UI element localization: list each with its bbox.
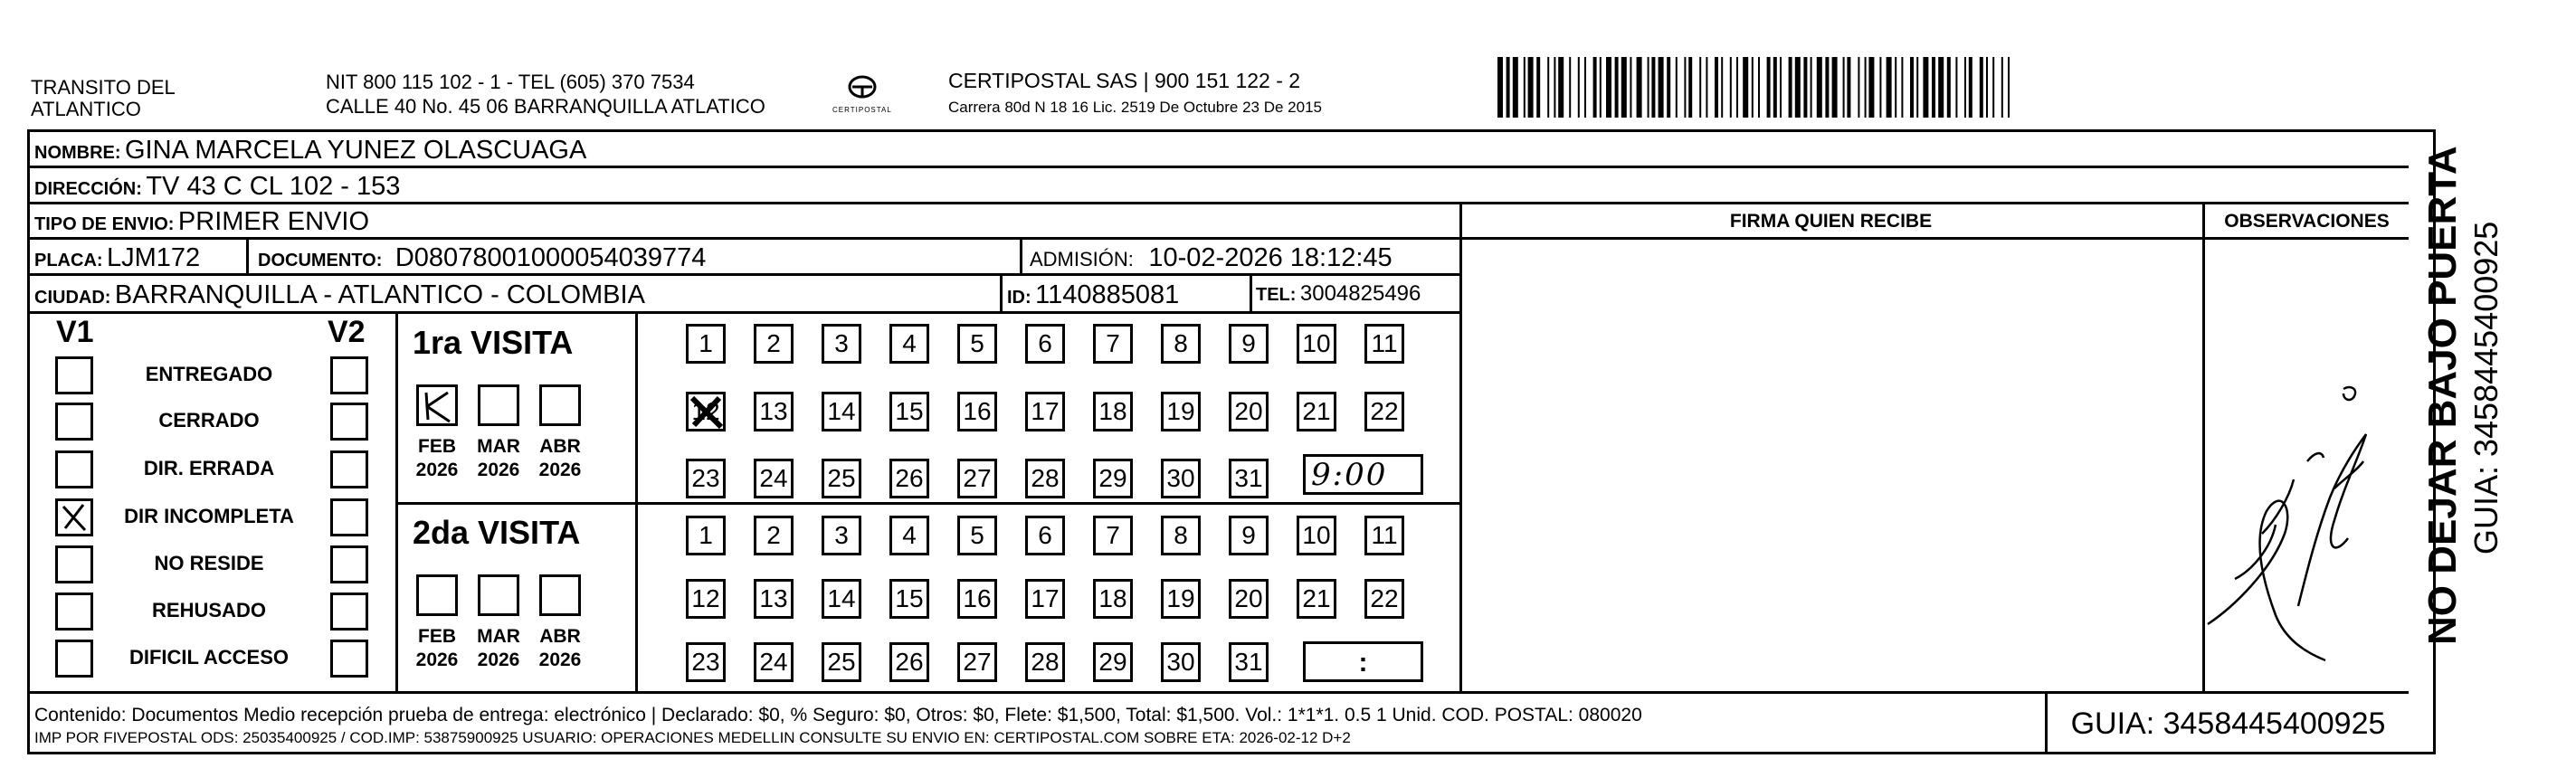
day-number: 2 xyxy=(766,329,781,357)
day-box[interactable] xyxy=(889,324,929,364)
divider xyxy=(1000,273,1003,311)
day-box[interactable] xyxy=(1229,392,1269,431)
divider xyxy=(246,237,249,273)
day-box[interactable] xyxy=(822,459,861,498)
divider xyxy=(27,691,2409,694)
year-label: 2026 xyxy=(477,460,520,480)
license-line: Carrera 80d N 18 16 Lic. 2519 De Octubre 23 De 2015 xyxy=(948,99,1322,116)
day-box[interactable] xyxy=(1161,642,1201,682)
day-number: 29 xyxy=(1098,464,1127,492)
year-label: 2026 xyxy=(415,460,459,480)
state-label: CERRADO xyxy=(158,409,260,431)
first-visit-title: 1ra VISITA xyxy=(413,324,574,361)
documento-label: DOCUMENTO: xyxy=(258,251,383,270)
direccion-value: TV 43 C CL 102 - 153 xyxy=(146,172,401,201)
divider xyxy=(635,311,638,691)
year-label: 2026 xyxy=(477,649,520,670)
day-number: 21 xyxy=(1302,397,1331,425)
month-checkbox[interactable] xyxy=(539,384,581,426)
divider xyxy=(395,311,398,691)
day-box[interactable] xyxy=(686,324,726,364)
month-label: FEB xyxy=(418,626,456,647)
day-box[interactable] xyxy=(957,642,997,682)
divider xyxy=(27,202,2409,204)
divider xyxy=(27,237,2409,240)
day-box[interactable] xyxy=(889,579,929,619)
day-number: 23 xyxy=(691,464,720,492)
logo-text: CERTIPOSTAL xyxy=(832,106,892,114)
day-number: 12 xyxy=(691,584,720,612)
v2-checkbox[interactable] xyxy=(330,356,368,394)
day-box[interactable] xyxy=(1229,579,1269,619)
day-number: 17 xyxy=(1031,584,1060,612)
year-label: 2026 xyxy=(415,649,459,670)
day-number: 8 xyxy=(1174,329,1188,357)
day-number: 22 xyxy=(1370,397,1399,425)
day-box[interactable] xyxy=(754,642,794,682)
day-box[interactable] xyxy=(1229,324,1269,364)
day-box[interactable] xyxy=(1093,324,1133,364)
address-line: CALLE 40 No. 45 06 BARRANQUILLA ATLATICO xyxy=(326,95,765,118)
day-number: 1 xyxy=(699,521,713,549)
day-number: 19 xyxy=(1166,584,1195,612)
v1-checkbox[interactable] xyxy=(55,498,93,536)
day-box[interactable] xyxy=(1025,324,1065,364)
v2-checkbox[interactable] xyxy=(330,450,368,488)
month-label: MAR xyxy=(477,626,520,647)
transit-name-line2: ATLANTICO xyxy=(31,98,141,120)
observaciones-header: OBSERVACIONES xyxy=(2224,211,2390,232)
day-box[interactable] xyxy=(754,459,794,498)
day-number: 14 xyxy=(827,397,856,425)
direccion-row xyxy=(34,174,400,200)
day-number: 11 xyxy=(1371,329,1398,357)
day-number: 25 xyxy=(827,464,856,492)
day-box[interactable] xyxy=(1297,579,1336,619)
day-number: 7 xyxy=(1106,329,1120,357)
admision-label: ADMISIÓN: xyxy=(1030,248,1134,270)
signature-image xyxy=(2199,353,2380,669)
day-box[interactable] xyxy=(822,324,861,364)
day-number: 3 xyxy=(834,521,849,549)
day-number: 15 xyxy=(895,584,924,612)
day-box[interactable] xyxy=(1229,642,1269,682)
day-number: 3 xyxy=(834,329,849,357)
placa-label: PLACA: xyxy=(34,251,103,270)
day-number: 22 xyxy=(1370,584,1399,612)
day-box[interactable] xyxy=(686,392,726,431)
day-number: 10 xyxy=(1302,329,1331,357)
day-number: 17 xyxy=(1031,397,1060,425)
day-box[interactable] xyxy=(1161,324,1201,364)
id-value: 1140885081 xyxy=(1035,280,1180,309)
day-number: 14 xyxy=(827,584,856,612)
tipo-row xyxy=(34,209,369,235)
state-label: NO RESIDE xyxy=(154,552,264,574)
day-number: 8 xyxy=(1174,521,1188,549)
day-number: 10 xyxy=(1302,521,1331,549)
admision-value: 10-02-2026 18:12:45 xyxy=(1148,243,1393,272)
certipostal-logo xyxy=(831,69,894,121)
day-box[interactable] xyxy=(889,392,929,431)
day-box[interactable] xyxy=(1161,516,1201,555)
barcode-icon xyxy=(1497,57,2140,118)
guia-vertical-text: GUIA: 3458445400925 xyxy=(2467,221,2505,555)
placa-value: LJM172 xyxy=(107,243,201,272)
placa-cell xyxy=(34,245,200,271)
check-mark-icon xyxy=(58,501,90,534)
state-label: ENTREGADO xyxy=(145,363,273,385)
day-box[interactable] xyxy=(957,579,997,619)
day-number: 9 xyxy=(1241,521,1256,549)
day-number: 6 xyxy=(1038,521,1052,549)
day-box[interactable] xyxy=(957,459,997,498)
nombre-value: GINA MARCELA YUNEZ OLASCUAGA xyxy=(125,136,587,165)
day-number: 7 xyxy=(1106,521,1120,549)
day-box[interactable] xyxy=(889,516,929,555)
tipo-label: TIPO DE ENVIO: xyxy=(34,214,175,234)
day-box[interactable] xyxy=(1093,579,1133,619)
v1-checkbox[interactable] xyxy=(55,403,93,441)
day-box[interactable] xyxy=(957,516,997,555)
cross-mark-icon xyxy=(689,394,725,437)
month-checkbox[interactable] xyxy=(416,574,458,616)
day-box[interactable] xyxy=(1229,516,1269,555)
day-box[interactable] xyxy=(822,579,861,619)
month-checkbox[interactable] xyxy=(416,384,458,426)
divider xyxy=(1020,237,1022,273)
day-number: 28 xyxy=(1031,648,1060,676)
month-checkbox[interactable] xyxy=(478,574,519,616)
day-box[interactable] xyxy=(686,579,726,619)
day-box[interactable] xyxy=(1093,459,1133,498)
day-number: 26 xyxy=(895,464,924,492)
day-box[interactable] xyxy=(1093,642,1133,682)
day-box[interactable] xyxy=(957,324,997,364)
divider xyxy=(1250,273,1252,311)
nit-line: NIT 800 115 102 - 1 - TEL (605) 370 7534 xyxy=(326,71,695,93)
day-number: 25 xyxy=(827,648,856,676)
day-box[interactable] xyxy=(1025,579,1065,619)
day-box[interactable] xyxy=(1093,516,1133,555)
day-box[interactable] xyxy=(1025,642,1065,682)
divider xyxy=(27,273,1462,276)
day-box[interactable] xyxy=(1025,516,1065,555)
day-box[interactable] xyxy=(686,459,726,498)
month-label: ABR xyxy=(539,626,581,647)
day-box[interactable] xyxy=(822,642,861,682)
day-number: 5 xyxy=(970,329,984,357)
day-number: 23 xyxy=(691,648,720,676)
day-box[interactable] xyxy=(1297,324,1336,364)
month-checkbox[interactable] xyxy=(539,574,581,616)
day-number: 12 xyxy=(691,397,720,425)
day-number: 31 xyxy=(1234,648,1263,676)
day-box[interactable] xyxy=(1364,579,1404,619)
first-time-box[interactable] xyxy=(1303,454,1423,495)
day-number: 31 xyxy=(1234,464,1263,492)
day-box[interactable] xyxy=(686,642,726,682)
day-box[interactable] xyxy=(1364,324,1404,364)
state-label: REHUSADO xyxy=(152,599,266,621)
day-number: 20 xyxy=(1234,397,1263,425)
day-number: 18 xyxy=(1098,397,1127,425)
day-number: 27 xyxy=(963,464,992,492)
day-box[interactable] xyxy=(1364,392,1404,431)
v2-checkbox[interactable] xyxy=(330,640,368,678)
day-number: 11 xyxy=(1371,521,1398,549)
day-box[interactable] xyxy=(889,642,929,682)
day-number: 13 xyxy=(759,397,788,425)
day-box[interactable] xyxy=(1161,392,1201,431)
day-number: 9 xyxy=(1241,329,1256,357)
imp-line: IMP POR FIVEPOSTAL ODS: 25035400925 / COD.IMP: 53875900925 USUARIO: OPERACIONES MEDELLIN CONSULTE SU ENVIO EN: CERTIPOSTAL.COM SOBRE ETA: 2026-02-12 D+2 xyxy=(34,729,1351,746)
first-time-value: 9:00 xyxy=(1311,457,1388,493)
day-box[interactable] xyxy=(1025,459,1065,498)
tipo-value: PRIMER ENVIO xyxy=(177,207,370,236)
day-box[interactable] xyxy=(1161,459,1201,498)
tel-label: TEL: xyxy=(1256,285,1297,305)
day-box[interactable] xyxy=(754,392,794,431)
v2-checkbox[interactable] xyxy=(330,498,368,536)
v1-checkbox[interactable] xyxy=(55,356,93,394)
day-number: 21 xyxy=(1302,584,1331,612)
company-line: CERTIPOSTAL SAS | 900 151 122 - 2 xyxy=(948,69,1301,92)
year-label: 2026 xyxy=(538,649,582,670)
day-number: 15 xyxy=(895,397,924,425)
ciudad-label: CIUDAD: xyxy=(34,288,111,308)
documento-cell xyxy=(258,245,706,271)
admision-cell xyxy=(1030,245,1393,271)
tel-cell xyxy=(1256,283,1421,305)
v1-checkbox[interactable] xyxy=(55,593,93,631)
second-visit-title: 2da VISITA xyxy=(413,514,581,551)
day-box[interactable] xyxy=(754,324,794,364)
tel-value: 3004825496 xyxy=(1299,281,1421,306)
day-number: 27 xyxy=(963,648,992,676)
contenido-line: Contenido: Documentos Medio recepción prueba de entrega: electrónico | Declarado: $0, % Seguro: $0, Otros: $0, Flete: $1,500, Total: $1,500. Vol.: 1*1*1. 0.5 1 Unid. COD. POSTAL: 080020 xyxy=(34,705,1642,725)
day-number: 16 xyxy=(963,397,992,425)
divider xyxy=(27,166,2409,168)
day-number: 4 xyxy=(902,329,917,357)
day-number: 16 xyxy=(963,584,992,612)
day-number: 4 xyxy=(902,521,917,549)
ciudad-cell xyxy=(34,282,645,308)
month-label: MAR xyxy=(477,436,520,457)
direccion-label: DIRECCIÓN: xyxy=(34,179,142,199)
state-label: DIFICIL ACCESO xyxy=(128,646,289,668)
day-box[interactable] xyxy=(1229,459,1269,498)
divider xyxy=(395,502,1462,505)
year-label: 2026 xyxy=(538,460,582,480)
day-number: 19 xyxy=(1166,397,1195,425)
state-label: DIR. ERRADA xyxy=(143,457,275,479)
day-box[interactable] xyxy=(1297,392,1336,431)
v1-checkbox[interactable] xyxy=(55,450,93,488)
day-box[interactable] xyxy=(1093,392,1133,431)
month-label: ABR xyxy=(539,436,581,457)
day-box[interactable] xyxy=(822,392,861,431)
check-mark-icon xyxy=(419,387,455,423)
v2-checkbox[interactable] xyxy=(330,545,368,583)
v2-checkbox[interactable] xyxy=(330,403,368,441)
firma-header: FIRMA QUIEN RECIBE xyxy=(1729,211,1933,232)
day-box[interactable] xyxy=(1025,392,1065,431)
day-number: 6 xyxy=(1038,329,1052,357)
nombre-row xyxy=(34,137,586,164)
day-box[interactable] xyxy=(822,516,861,555)
day-number: 2 xyxy=(766,521,781,549)
v2-label: V2 xyxy=(328,315,366,349)
day-number: 24 xyxy=(759,464,788,492)
day-number: 13 xyxy=(759,584,788,612)
day-number: 5 xyxy=(970,521,984,549)
month-checkbox[interactable] xyxy=(478,384,519,426)
day-number: 24 xyxy=(759,648,788,676)
ciudad-value: BARRANQUILLA - ATLANTICO - COLOMBIA xyxy=(114,280,645,309)
v1-checkbox[interactable] xyxy=(55,545,93,583)
day-number: 28 xyxy=(1031,464,1060,492)
id-cell xyxy=(1007,282,1179,308)
day-box[interactable] xyxy=(1364,516,1404,555)
v1-checkbox[interactable] xyxy=(55,640,93,678)
second-time-box[interactable] xyxy=(1303,641,1423,682)
nombre-label: NOMBRE: xyxy=(34,143,121,163)
day-box[interactable] xyxy=(754,579,794,619)
documento-value: D08078001000054039774 xyxy=(394,243,707,272)
day-box[interactable] xyxy=(686,516,726,555)
v2-checkbox[interactable] xyxy=(330,593,368,631)
day-box[interactable] xyxy=(957,392,997,431)
day-number: 30 xyxy=(1166,648,1195,676)
transit-name-line1: TRANSITO DEL xyxy=(31,76,176,99)
footer-guia: GUIA: 3458445400925 xyxy=(2070,706,2386,741)
id-label: ID: xyxy=(1007,288,1031,308)
day-number: 20 xyxy=(1234,584,1263,612)
month-label: FEB xyxy=(418,436,456,457)
day-box[interactable] xyxy=(1161,579,1201,619)
day-number: 26 xyxy=(895,648,924,676)
no-dejar-bajo-puerta-text: NO DEJAR BAJO PUERTA xyxy=(2420,146,2465,645)
day-number: 29 xyxy=(1098,648,1127,676)
day-box[interactable] xyxy=(889,459,929,498)
second-time-value: : xyxy=(1358,648,1368,678)
v1-label: V1 xyxy=(56,315,94,349)
day-number: 30 xyxy=(1166,464,1195,492)
day-box[interactable] xyxy=(754,516,794,555)
state-label: DIR INCOMPLETA xyxy=(124,505,294,527)
day-number: 1 xyxy=(699,329,713,357)
divider xyxy=(27,311,1462,314)
day-box[interactable] xyxy=(1297,516,1336,555)
day-number: 18 xyxy=(1098,584,1127,612)
